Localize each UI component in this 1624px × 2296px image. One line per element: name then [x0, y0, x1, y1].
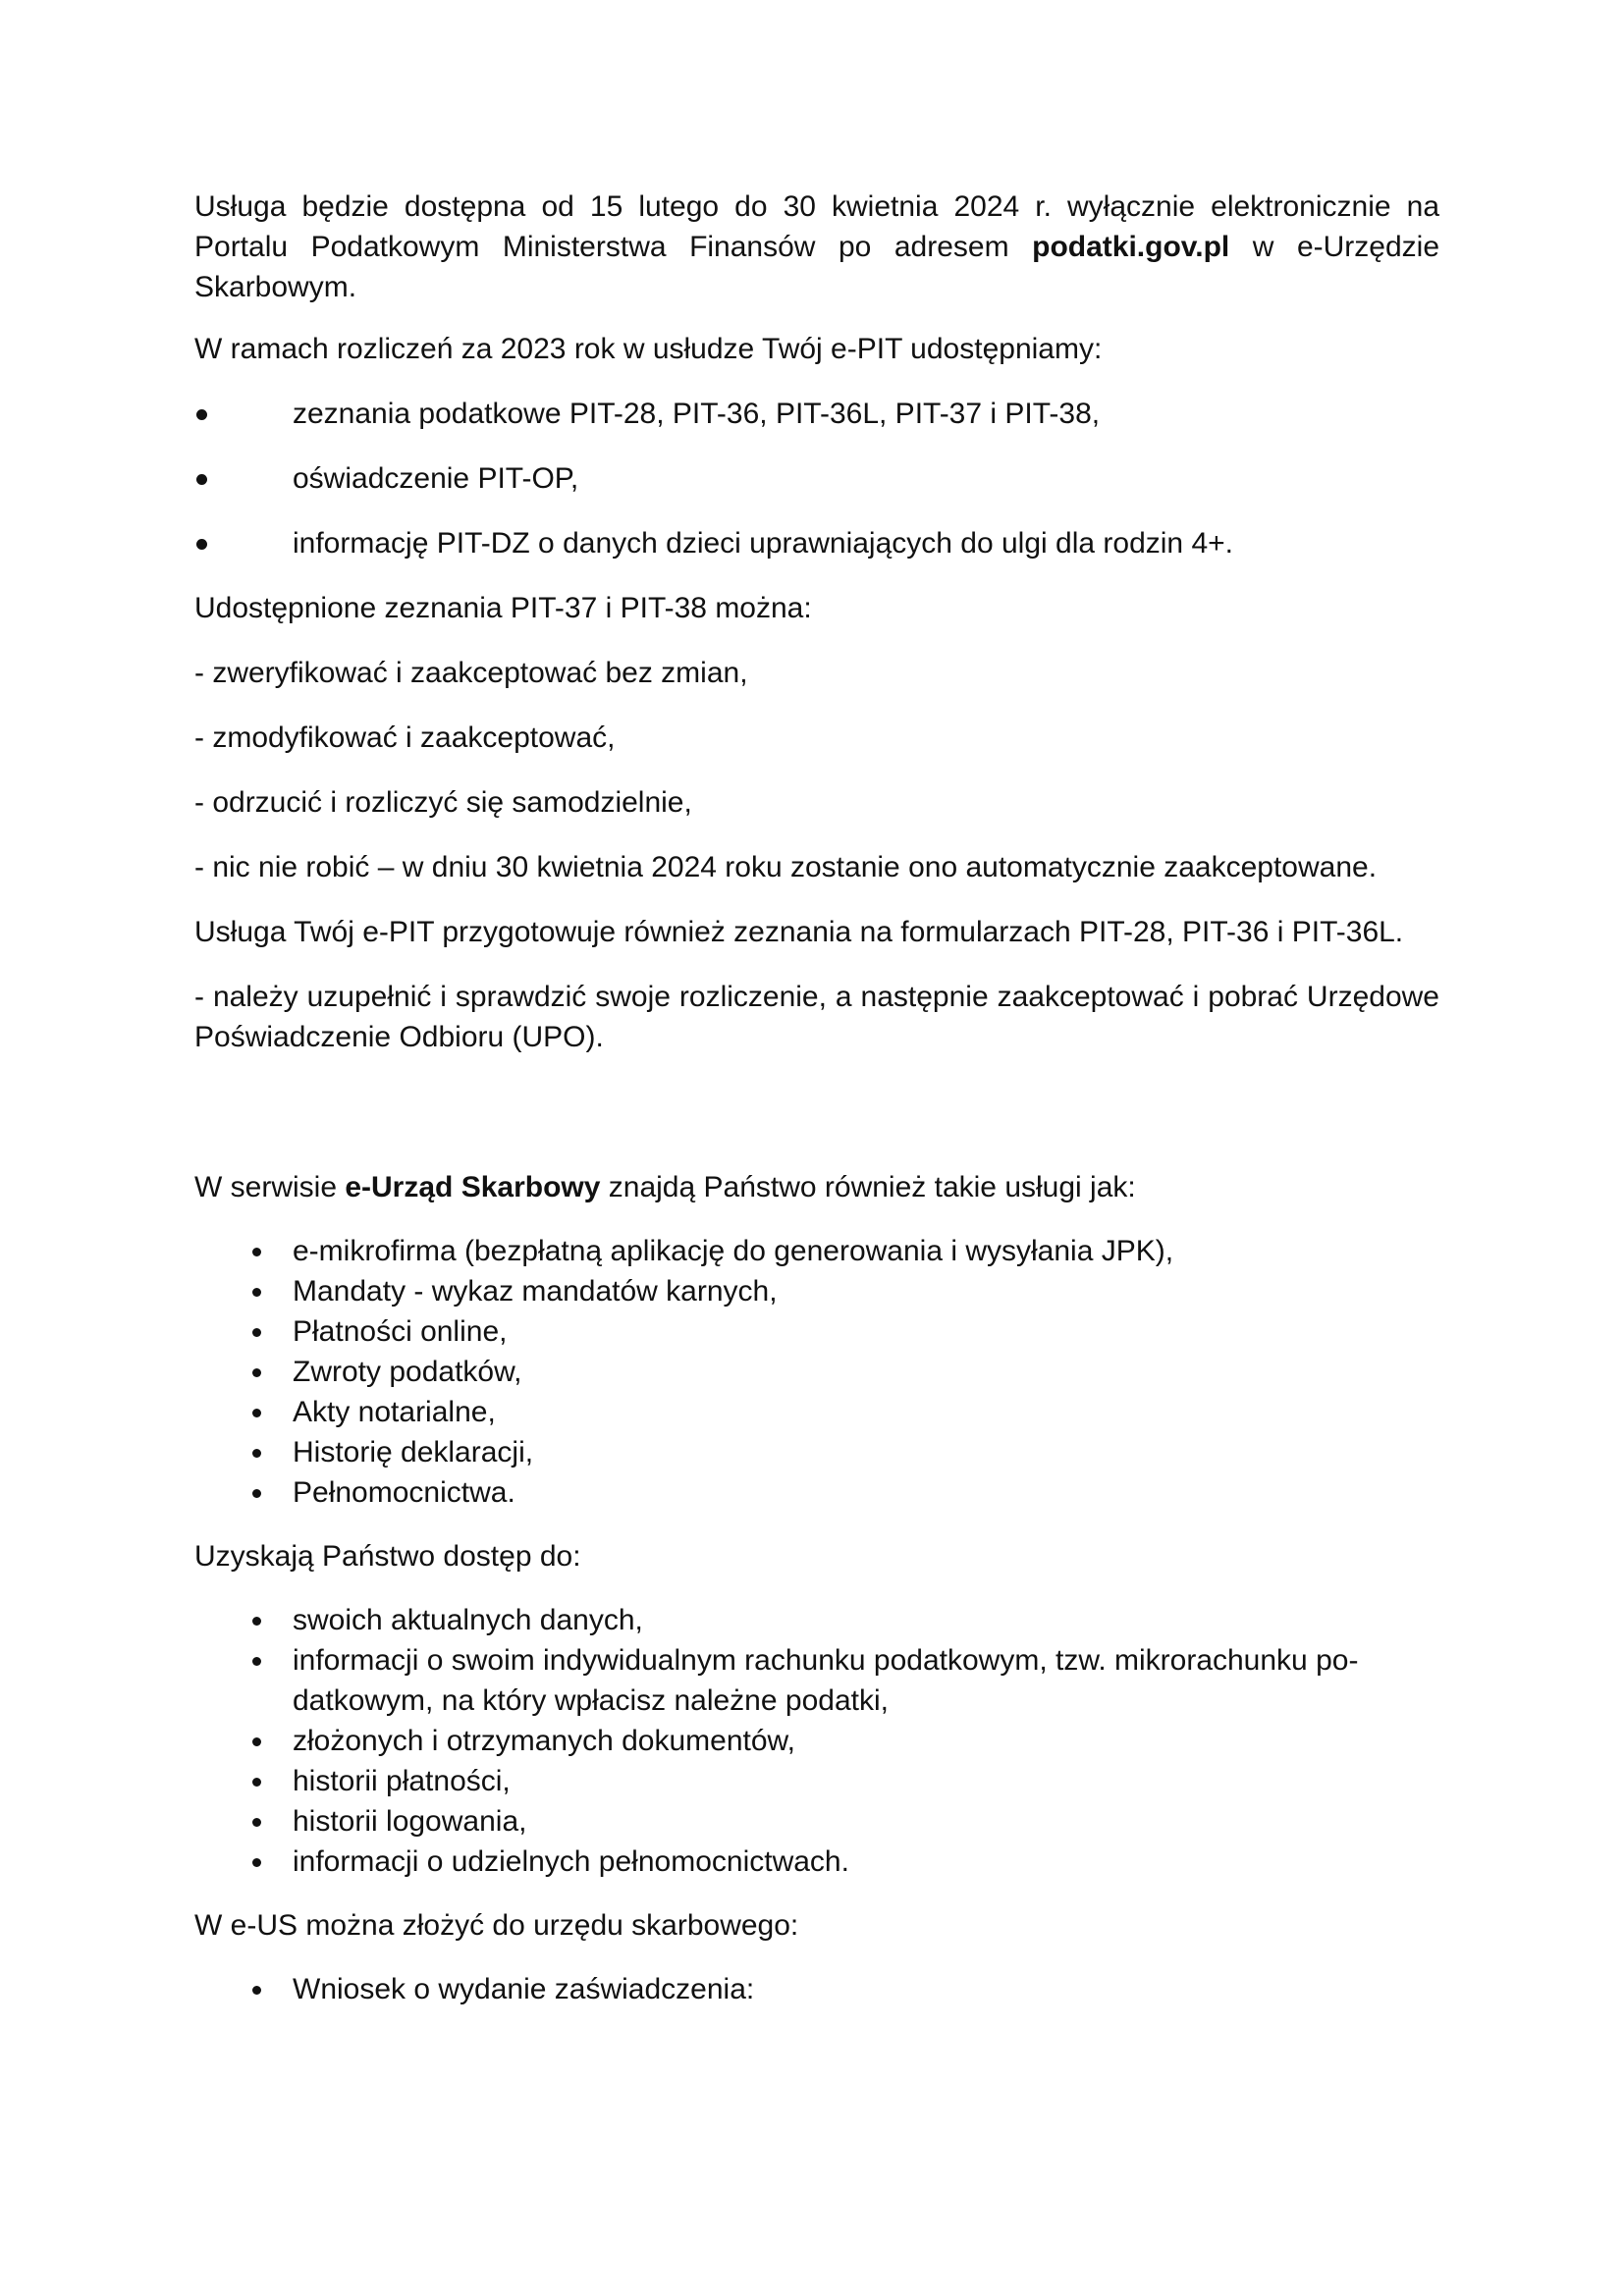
epit-lead: W ramach rozliczeń za 2023 rok w usłudze Twój e-PIT udostępniamy: [194, 333, 1103, 365]
pit37-lead: Udostępnione zeznania PIT-37 i PIT-38 można: [194, 592, 812, 624]
access-list [194, 1600, 1439, 1882]
list-item: Pełnomocnictwa. [194, 1472, 1439, 1513]
eus-services-list [194, 1231, 1439, 1513]
epit-list [194, 394, 1439, 563]
list-item: swoich aktualnych danych, [194, 1600, 1439, 1640]
list-item: historii płatności, [194, 1761, 1439, 1801]
intro-text: Usługa będzie dostępna od 15 lutego do 30 kwietnia 2024 r. wyłącznie elektronicznie na Portalu Podatkowym Ministerstwa Finansów po adresem [194, 190, 1439, 263]
list-item: złożonych i otrzymanych dokumentów, [194, 1721, 1439, 1761]
other-forms-note: - należy uzupełnić i sprawdzić swoje rozliczenie, a następnie zaakceptować i pobrać Urzędowe Poświadczenie Odbioru (UPO). [194, 981, 1439, 1053]
list-item: informację PIT-DZ o danych dzieci uprawniających do ulgi dla rodzin 4+. [194, 523, 1439, 563]
access-lead: Uzyskają Państwo dostęp do: [194, 1540, 581, 1573]
intro-paragraph [194, 187, 1439, 307]
other-forms: Usługa Twój e-PIT przygotowuje również zeznania na formularzach PIT-28, PIT-36 i PIT-36L. [194, 916, 1404, 948]
intro-text-end: w e-Urzędzie Skarbowym. [194, 231, 1439, 303]
list-item: informacji o swoim indywidualnym rachunku podatkowym, tzw. mikrorachunku po-datkowym, na który wpłacisz należne podatki, [194, 1640, 1439, 1721]
eus-lead-text: W serwisie [194, 1171, 346, 1203]
list-item: Zwroty podatków, [194, 1352, 1439, 1392]
pit37-option: - nic nie robić – w dniu 30 kwietnia 2024 roku zostanie ono automatycznie zaakceptowane. [194, 851, 1378, 883]
pit37-option: - odrzucić i rozliczyć się samodzielnie, [194, 786, 692, 819]
eus-name: e-Urząd Skarbowy [345, 1171, 601, 1203]
document-page [194, 187, 1439, 2009]
eus-lead-text-end: znajdą Państwo również takie usługi jak: [600, 1171, 1136, 1203]
list-item: Płatności online, [194, 1311, 1439, 1352]
pit37-option: - zmodyfikować i zaakceptować, [194, 721, 616, 754]
submit-list [194, 1969, 1439, 2009]
list-item: oświadczenie PIT-OP, [194, 458, 1439, 499]
list-item: Wniosek o wydanie zaświadczenia: [194, 1969, 1439, 2009]
eus-lead [194, 1167, 1439, 1207]
submit-lead: W e-US można złożyć do urzędu skarbowego: [194, 1909, 799, 1942]
list-item: informacji o udzielnych pełnomocnictwach. [194, 1842, 1439, 1882]
portal-address: podatki.gov.pl [1032, 231, 1230, 263]
list-item: zeznania podatkowe PIT-28, PIT-36, PIT-36L, PIT-37 i PIT-38, [194, 394, 1439, 434]
list-item: historii logowania, [194, 1801, 1439, 1842]
pit37-option: - zweryfikować i zaakceptować bez zmian, [194, 657, 748, 689]
list-item: Historię deklaracji, [194, 1432, 1439, 1472]
list-item: e-mikrofirma (bezpłatną aplikację do generowania i wysyłania JPK), [194, 1231, 1439, 1271]
list-item: Mandaty - wykaz mandatów karnych, [194, 1271, 1439, 1311]
list-item: Akty notarialne, [194, 1392, 1439, 1432]
